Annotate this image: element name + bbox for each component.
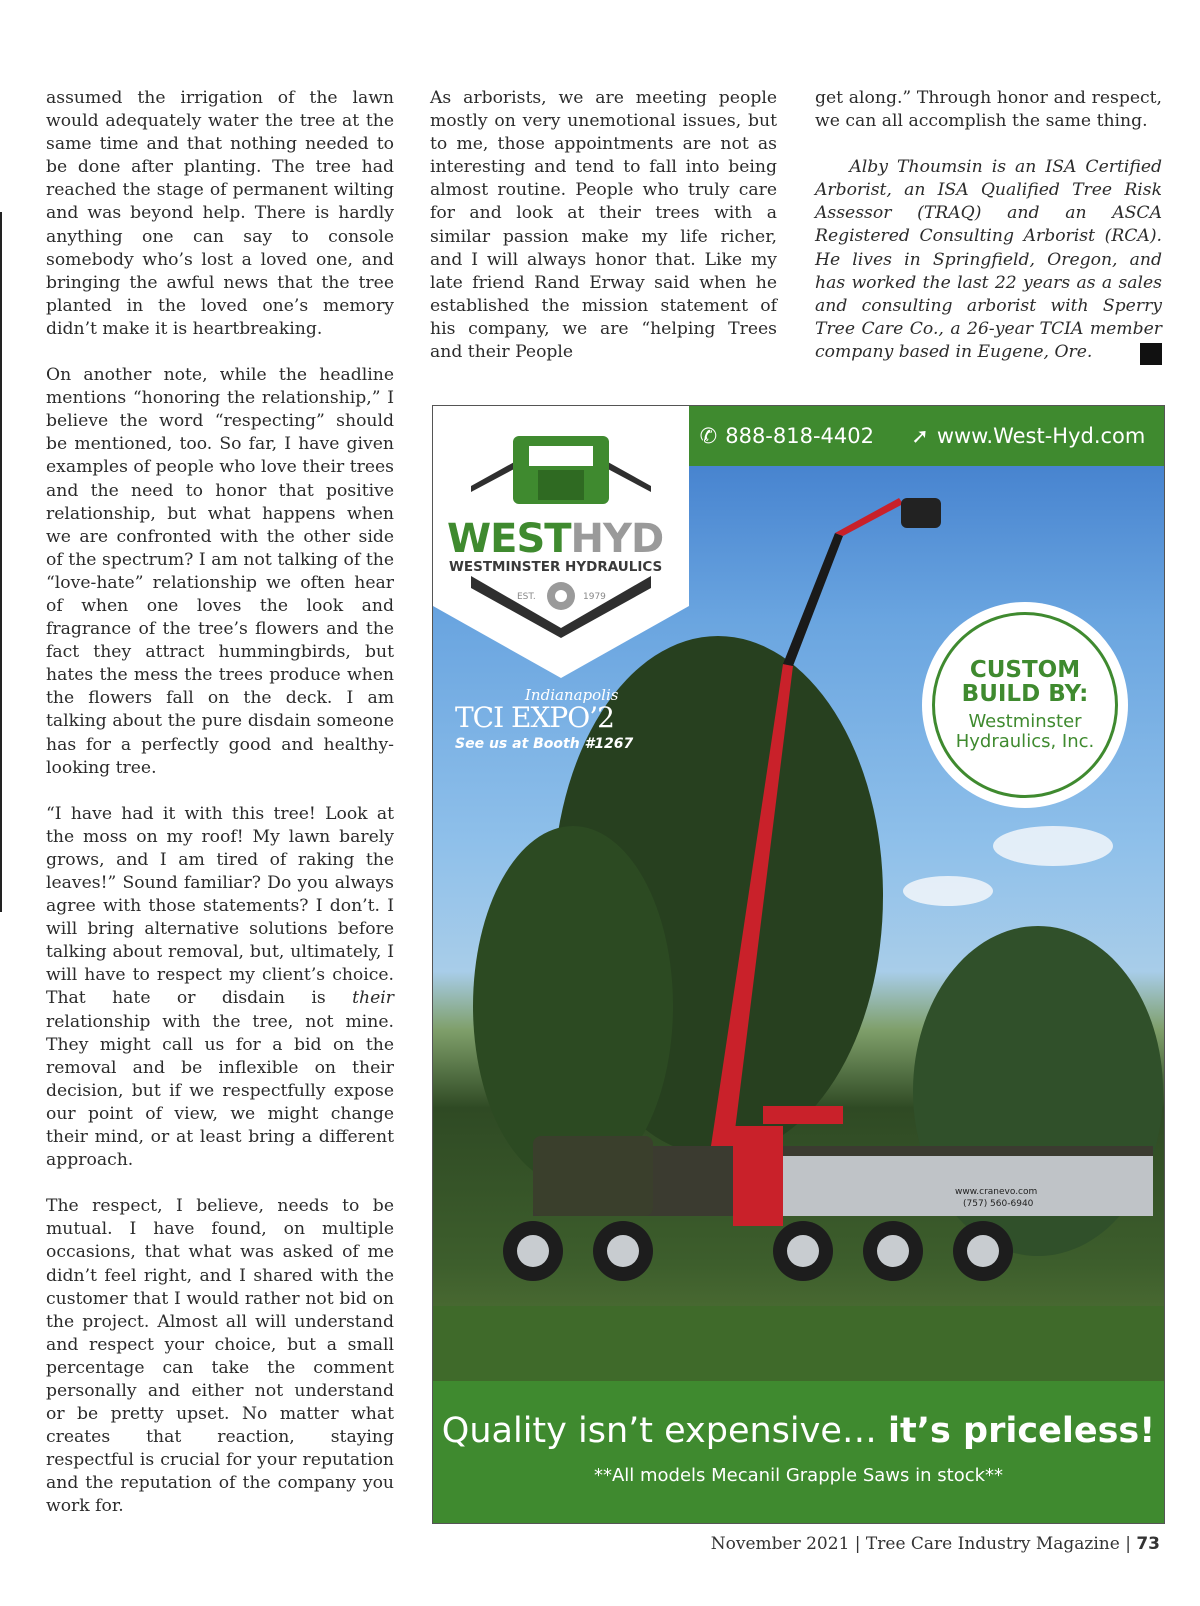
custom-build-seal [922, 602, 1128, 808]
westhyd-advertisement[interactable] [432, 405, 1165, 1524]
website-link[interactable]: ➚ www.West-Hyd.com [911, 424, 1146, 448]
paragraph: “I have had it with this tree! Look at the moss on my roof! My lawn barely grows, and I am tired of raking the leaves!” Sound familiar? Do you always agree with those statements? I don’t. I will bring alternative solutions before talking about removal, but, ultimately, I will have to respect my client’s choice. That hate or disdain is their relationship with the tree, not mine. They might call us for a bid on the removal and be inflexible on their decision, but if we respectfully expose our point of view, we might change their mind, or at least bring a different approach. [46, 803, 394, 1171]
ad-tagline: Quality isn’t expensive… it’s priceless! [441, 1411, 1156, 1451]
expo-booth: See us at Booth #1267 [455, 736, 634, 752]
page-footer [711, 1534, 1160, 1554]
custom-build-company: Westminster Hydraulics, Inc. [955, 711, 1095, 752]
logo-est: EST. [517, 592, 536, 602]
paragraph: get along.” Through honor and respect, we can all accomplish the same thing. [815, 88, 1162, 132]
logo-wordmark: WESTHYD [447, 516, 664, 562]
truck-website-text: www.cranevo.com [955, 1187, 1038, 1197]
expo-name: TCI EXPO’2 [455, 701, 614, 734]
cursor-icon: ➚ [911, 424, 929, 448]
phone-icon: ✆ [699, 424, 718, 448]
page-edge-bar [0, 212, 2, 912]
article-column-3 [815, 87, 1162, 387]
paragraph: As arborists, we are meeting people mostly on very unemotional issues, but to me, those appointments are not as interesting and tend to fall into being almost routine. People who truly care for and look at their trees with a similar passion make my life richer, and I will always honor that. Like my late friend Rand Erway said when he established the mission statement of his company, we are “helping Trees and their People [430, 88, 777, 363]
tci-expo-badge [455, 686, 633, 752]
ad-stock-note: **All models Mecanil Grapple Saws in stock** [593, 1465, 1004, 1486]
westhyd-logo-badge [433, 406, 689, 678]
expo-city: Indianapolis [525, 686, 619, 704]
logo-year: 1979 [583, 592, 606, 602]
footer-text: November 2021 | Tree Care Industry Magazine | [710, 1534, 1137, 1554]
paragraph: On another note, while the headline mentions “honoring the relationship,” I believe the word “respecting” should be mentioned, too. So far, I have given examples of people who love their trees and the need to honor that positive relationship, but what happens when we are confronted with the other side of the spectrum? I am not talking of the “love-hate” relationship we often hear of when one loves the look and fragrance of the tree’s flowers and the fact they attract hummingbirds, but hates the mess the trees produce when the flowers fall on the deck. I am talking about the pure disdain someone has for a perfectly good and healthy-looking tree. [46, 365, 394, 778]
paragraph: The respect, I believe, needs to be mutual. I have found, on multiple occasions, that what was asked of me didn’t feel right, and I shared with the customer that I would rather not bid on the project. Almost all will understand and respect your choice, but a small percentage can take the comment personally and either not understand or be pretty upset. No matter what creates that reaction, staying respectful is crucial for your reputation and the reputation of the company you work for. [46, 1196, 394, 1517]
article-column-2 [430, 87, 777, 387]
author-bio: Alby Thoumsin is an ISA Certified Arborist, an ISA Qualified Tree Risk Assessor (TRAQ) and an ASCA Registered Consulting Arborist (RCA). He lives in Springfield, Oregon, and has worked the last 22 years as a sales and consulting arborist with Sperry Tree Care Co., a 26-year TCIA member company based in Eugene, Ore. [815, 156, 1162, 364]
ad-tagline-bar [433, 1381, 1164, 1523]
contact-bar [681, 406, 1164, 466]
article-column-1 [46, 87, 394, 1542]
logo-subtitle: WESTMINSTER HYDRAULICS [449, 559, 663, 575]
paragraph: assumed the irrigation of the lawn would adequately water the tree at the same time and that nothing needed to be done after planting. The tree had reached the stage of permanent wilting and was beyond help. There is hardly anything one can say to console somebody who’s lost a loved one, and bringing the awful news that the tree planted in the loved one’s memory didn’t make it is heartbreaking. [46, 88, 394, 339]
page-number: 73 [1136, 1534, 1160, 1554]
truck-phone-text: (757) 560-6940 [963, 1199, 1034, 1209]
custom-build-title: CUSTOM BUILD BY: [961, 657, 1089, 707]
phone-link[interactable]: ✆ 888-818-4402 [699, 424, 874, 448]
end-of-article-mark [1140, 343, 1162, 365]
